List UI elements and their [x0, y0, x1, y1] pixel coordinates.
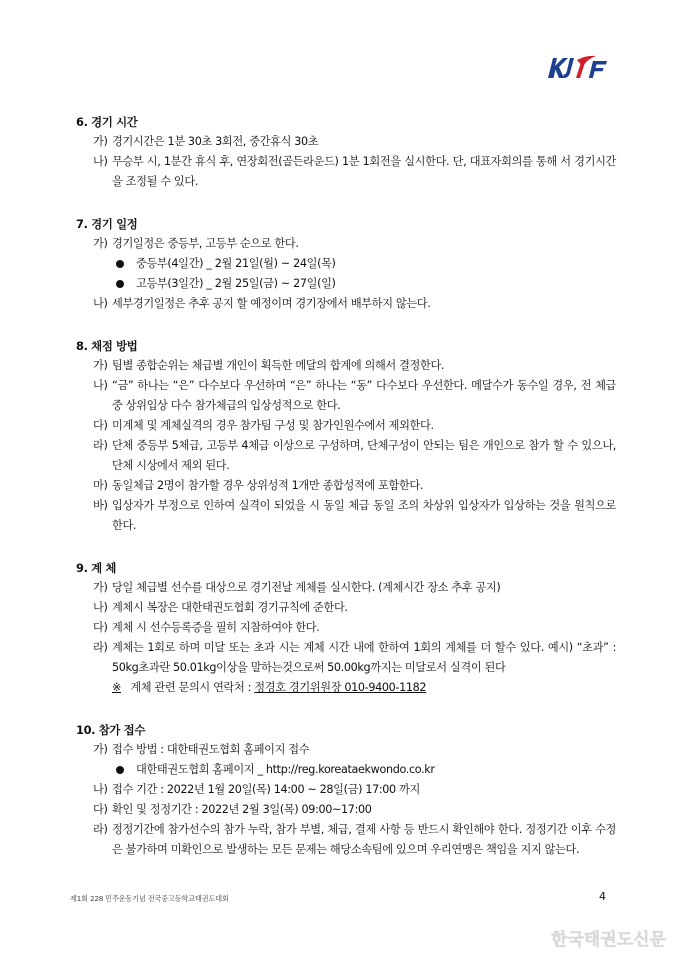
- item-marker: 가): [93, 135, 108, 148]
- list-item: [93, 578, 616, 598]
- item-marker: 나): [93, 297, 108, 310]
- item-text: 계체시 복장은 대한태권도협회 경기규칙에 준한다.: [112, 601, 348, 614]
- item-text: 접수 방법 : 대한태권도협회 홈페이지 접수: [112, 743, 310, 756]
- list-item: [93, 496, 616, 536]
- item-marker: 마): [93, 479, 108, 492]
- list-item: [93, 820, 616, 860]
- item-marker: 바): [93, 499, 108, 512]
- item-text: 미계체 및 계체실격의 경우 참가팀 구성 및 참가인원수에서 제외한다.: [112, 419, 434, 432]
- item-text: “금” 하나는 “은” 다수보다 우선하며 “은” 하나는 “동” 다수보다 우선한다. 메달수가 동수일 경우, 전 체급 중 상위입상 다수 참가체급의 입상성적으로 한다.: [112, 379, 616, 412]
- document-body: [76, 112, 616, 860]
- list-item: [93, 416, 616, 436]
- item-text: 입상자가 부정으로 인하여 실격이 되었을 시 동일 체급 동일 조의 차상위 입상자가 입상하는 것을 원칙으로 한다.: [112, 499, 616, 532]
- list-item: [93, 132, 616, 152]
- contact-note: [112, 678, 616, 698]
- item-marker: 가): [93, 237, 108, 250]
- item-marker: 다): [93, 803, 108, 816]
- page-number: 4: [599, 890, 606, 903]
- note-contact: 정경호 경기위원장 010-9400-1182: [254, 681, 427, 694]
- list-item: [93, 598, 616, 618]
- item-text: 계체 시 선수등록증을 필히 지참하여야 한다.: [112, 621, 320, 634]
- kjtf-logo: [546, 52, 622, 82]
- item-text: 당일 체급별 선수를 대상으로 경기전날 계체를 실시한다. (계체시간 장소 추후 공지): [112, 581, 501, 594]
- bullet-item: [112, 254, 616, 274]
- list-item: [93, 376, 616, 416]
- item-text: 무승부 시, 1분간 휴식 후, 연장회전(골든라운드) 1분 1회전을 실시한다. 단, 대표자회의를 통해 서 경기시간을 조정될 수 있다.: [112, 155, 616, 188]
- section-title: 8. 채점 방법: [76, 339, 138, 353]
- section-title: 10. 참가 접수: [76, 723, 145, 737]
- section-registration: [76, 720, 616, 860]
- item-marker: 라): [93, 439, 108, 452]
- bullet-item: [112, 760, 616, 780]
- section-scoring: [76, 336, 616, 536]
- list-item: [93, 476, 616, 496]
- item-text: 경기시간은 1분 30초 3회전, 중간휴식 30초: [112, 135, 319, 148]
- item-marker: 나): [93, 155, 108, 168]
- item-text: 정정기간에 참가선수의 참가 누락, 참가 부별, 체급, 결제 사항 등 반드시 확인해야 한다. 정정기간 이후 수정은 불가하며 미확인으로 발생하는 모든 문제는 해당소속팀에 있으며 우리연맹은 책임을 지지 않는다.: [112, 823, 616, 856]
- item-marker: 가): [93, 359, 108, 372]
- list-item: [93, 294, 616, 314]
- item-marker: 나): [93, 601, 108, 614]
- watermark: 한국태권도신문: [551, 930, 666, 950]
- item-marker: 가): [93, 581, 108, 594]
- bullet-text: 대한태권도협회 홈페이지 _ http://reg.koreataekwondo.co.kr: [136, 763, 435, 776]
- section-weigh-in: [76, 558, 616, 698]
- item-text: 경기일정은 중등부, 고등부 순으로 한다.: [112, 237, 299, 250]
- list-item: [93, 234, 616, 254]
- item-text: 세부경기일정은 추후 공지 할 예정이며 경기장에서 배부하지 않는다.: [112, 297, 431, 310]
- item-marker: 라): [93, 823, 108, 836]
- list-item: [93, 436, 616, 476]
- section-schedule: [76, 214, 616, 314]
- footer-event-name: 제1회 228 민주운동기념 전국중고등학교태권도대회: [70, 894, 229, 903]
- item-marker: 라): [93, 641, 108, 654]
- item-text: 동일체급 2명이 참가할 경우 상위성적 1개만 종합성적에 포함한다.: [112, 479, 424, 492]
- list-item: [93, 800, 616, 820]
- section-title: 7. 경기 일정: [76, 217, 138, 231]
- list-item: [93, 152, 616, 192]
- bullet-icon: [116, 260, 124, 268]
- item-text: 팀별 종합순위는 체급별 개인이 획득한 메달의 합계에 의해서 결정한다.: [112, 359, 445, 372]
- section-game-time: [76, 112, 616, 192]
- item-text: 계체는 1회로 하며 미달 또는 초과 시는 계체 시간 내에 한하여 1회의 계체를 더 할수 있다. 예시) “초과” : 50kg초과란 50.01kg이상을 말하는것으로써 50.00kg까지는 미달로서 실격이 된다: [112, 641, 616, 674]
- item-marker: 나): [93, 379, 108, 392]
- item-text: 접수 기간 : 2022년 1월 20일(목) 14:00 ~ 28일(금) 17:00 까지: [112, 783, 420, 796]
- item-marker: 다): [93, 419, 108, 432]
- item-marker: 다): [93, 621, 108, 634]
- item-text: 단체 중등부 5체급, 고등부 4체급 이상으로 구성하며, 단체구성이 안되는 팀은 개인으로 참가 할 수 있으나, 단체 시상에서 제외 된다.: [112, 439, 616, 472]
- bullet-text: 고등부(3일간) _ 2월 25일(금) ~ 27일(일): [136, 277, 336, 290]
- list-item: [93, 780, 616, 800]
- note-symbol: ※: [112, 681, 122, 694]
- bullet-text: 중등부(4일간) _ 2월 21일(월) ~ 24일(목): [136, 257, 336, 270]
- list-item: [93, 356, 616, 376]
- item-text: 확인 및 정정기간 : 2022년 2월 3일(목) 09:00~17:00: [112, 803, 372, 816]
- note-label: 계체 관련 문의시 연락처 :: [130, 681, 252, 694]
- section-title: 9. 계 체: [76, 561, 117, 575]
- item-marker: 가): [93, 743, 108, 756]
- bullet-icon: [116, 766, 124, 774]
- item-marker: 나): [93, 783, 108, 796]
- bullet-icon: [116, 280, 124, 288]
- bullet-item: [112, 274, 616, 294]
- kjtf-logo-icon: [546, 52, 622, 82]
- list-item: [93, 618, 616, 638]
- list-item: [93, 740, 616, 760]
- section-title: 6. 경기 시간: [76, 115, 138, 129]
- list-item: [93, 638, 616, 678]
